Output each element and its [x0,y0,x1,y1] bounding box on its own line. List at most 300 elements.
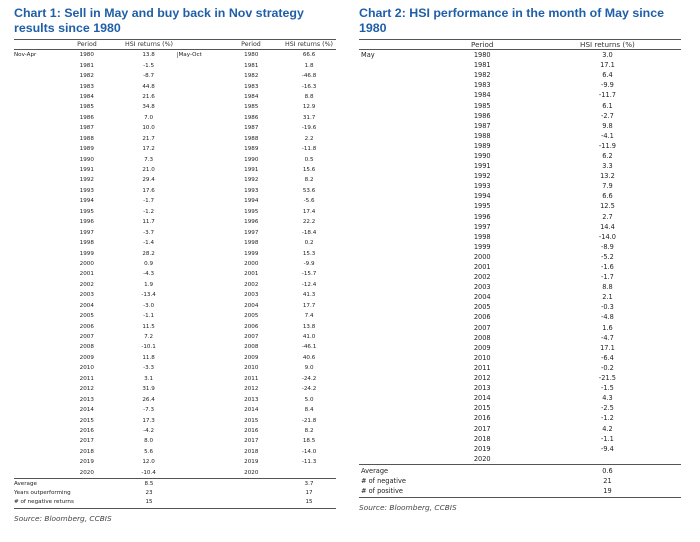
table-row [14,227,336,237]
return-cell: 34.8 [142,104,155,111]
return-cell: -5.2 [601,252,614,261]
return-cell: 29.4 [142,177,155,184]
period-cell: 1997 [473,222,491,231]
table-row [359,373,681,383]
period-cell: 1993 [79,187,94,194]
period-cell: 2005 [79,313,94,320]
chart1-period-header: Period [77,41,97,48]
period-cell: 2009 [79,354,94,361]
return-cell: 66.6 [302,52,316,59]
return-cell: -14.0 [301,448,317,455]
return-cell: 6.4 [602,71,613,80]
return-cell: 18.5 [302,438,316,445]
period-cell: 2002 [79,281,94,288]
period-cell: 2013 [244,396,259,403]
group-label: May-Oct [177,52,220,58]
return-cell: -12.4 [301,281,317,288]
return-cell: -15.7 [301,271,317,278]
return-cell: 3.0 [602,51,613,60]
chart1-returns-header: HSI returns (%) [124,41,174,48]
period-cell: 2007 [473,323,491,332]
footer-value: 19 [603,486,612,495]
return-cell: 8.2 [304,427,314,434]
table-row [14,405,336,415]
table-row [14,311,336,321]
table-row [359,201,681,211]
period-cell: 2015 [79,417,94,424]
return-cell: 13.8 [302,323,316,330]
period-cell: 2006 [473,313,491,322]
period-cell: 2002 [473,273,491,282]
return-cell: 8.0 [144,438,154,445]
return-cell: 0.5 [304,156,314,163]
table-row [14,259,336,269]
chart1-title: Chart 1: Sell in May and buy back in Nov strategy results since 1980 [14,6,304,35]
period-cell: 1984 [244,93,259,100]
period-cell: 1991 [244,167,259,174]
return-cell: -10.4 [141,469,156,476]
period-cell: 2012 [79,386,94,393]
period-cell: 2010 [473,353,491,362]
return-cell: 12.9 [302,104,316,111]
period-cell: 2008 [79,344,94,351]
table-row [14,447,336,457]
period-cell: 1996 [473,212,491,221]
period-cell: 1985 [244,104,259,111]
return-cell: -1.7 [143,198,155,205]
table-row [359,302,681,312]
return-cell: 15.3 [302,250,316,257]
period-cell: 2020 [244,469,259,476]
period-cell: 2000 [473,252,491,261]
period-cell: 1980 [473,51,491,60]
return-cell: -21.8 [301,417,317,424]
table-row [359,90,681,100]
table-row [359,383,681,393]
table-row [14,353,336,363]
footer-label: # of positive [361,486,403,495]
period-cell: 1992 [79,177,94,184]
table-row [14,102,336,112]
period-cell: 2010 [79,365,94,372]
period-cell: 1997 [79,229,94,236]
period-cell: 1986 [79,114,94,121]
period-cell: 1999 [473,242,491,251]
period-cell: 1989 [244,146,259,153]
period-cell: 1987 [473,121,491,130]
return-cell: 3.1 [144,375,154,382]
return-cell: 4.3 [602,394,613,403]
return-cell: 10.0 [142,125,155,132]
table-row [359,282,681,292]
return-cell: 53.6 [302,187,316,194]
period-cell: 2016 [79,427,94,434]
table-row [14,154,336,164]
return-cell: 1.6 [602,323,613,332]
period-cell: 2010 [244,365,259,372]
period-cell: 2013 [473,384,491,393]
period-cell: 1997 [244,229,259,236]
return-cell: 17.7 [302,302,316,309]
period-cell: 1998 [473,232,491,241]
chart1-source: Source: Bloomberg, CCBIS [14,513,112,523]
return-cell: -3.3 [143,365,155,372]
return-cell: -7.3 [143,407,155,414]
return-cell: -3.0 [143,302,155,309]
return-cell: 21.0 [142,167,155,174]
table-row [359,333,681,343]
table-row [359,80,681,90]
period-cell: 1980 [79,52,94,59]
table-row [359,60,681,70]
footer-value: 15 [305,499,313,506]
period-cell: 2018 [244,448,259,455]
chart2-table [359,39,681,498]
period-cell: 2003 [79,292,94,299]
table-row [359,353,681,363]
period-cell: 2014 [79,407,94,414]
return-cell: -2.5 [601,404,614,413]
table-row [14,50,336,60]
return-cell: -1.2 [143,208,155,215]
period-cell: 2017 [244,438,259,445]
chart2-header-row [359,40,681,50]
chart2-footer [359,464,681,498]
period-cell: 1986 [244,114,259,121]
period-cell: 1990 [473,151,491,160]
table-row [14,415,336,425]
period-cell: 2008 [244,344,259,351]
period-cell: 2004 [244,302,259,309]
return-cell: 8.8 [304,93,314,100]
footer-value: 17 [305,490,313,497]
return-cell: 9.8 [602,121,613,130]
period-cell: 2020 [79,469,94,476]
table-row [359,363,681,373]
return-cell: 41.3 [302,292,316,299]
table-row [359,444,681,454]
footer-label: Average [361,466,389,475]
chart2-title: Chart 2: HSI performance in the month of May since 1980 [359,6,664,35]
period-cell: 1988 [79,135,94,142]
table-row [359,141,681,151]
table-row [359,70,681,80]
return-cell: 7.0 [144,114,154,121]
return-cell: 7.9 [602,182,613,191]
footer-label: Years outperforming [14,490,71,497]
period-cell: 1999 [79,250,94,257]
return-cell: -16.3 [301,83,317,90]
period-cell: 2007 [79,334,94,341]
table-row [14,384,336,394]
return-cell: -4.3 [143,271,155,278]
return-cell: -1.6 [601,263,614,272]
return-cell: -13.4 [141,292,156,299]
period-cell: 1995 [244,208,259,215]
footer-row [14,480,336,489]
chart2-source: Source: Bloomberg, CCBIS [359,502,457,512]
return-cell: 7.2 [144,334,154,341]
return-cell: 17.1 [600,343,615,352]
period-cell: 2008 [473,333,491,342]
return-cell: -46.8 [301,73,317,80]
period-cell: 1993 [244,187,259,194]
table-row [359,403,681,413]
period-cell: 2005 [473,303,491,312]
table-row [359,121,681,131]
return-cell: -4.1 [601,131,614,140]
footer-value: 15 [145,499,153,506]
period-cell: 1994 [79,198,94,205]
period-cell: 2012 [244,386,259,393]
return-cell: -8.9 [601,242,614,251]
table-row [359,232,681,242]
return-cell: -24.2 [301,386,317,393]
period-cell: 1984 [79,93,94,100]
table-row [14,207,336,217]
return-cell: -1.5 [143,62,155,69]
return-cell: -1.5 [601,384,614,393]
period-cell: 2011 [79,375,94,382]
return-cell: 8.2 [304,177,314,184]
table-row [359,413,681,423]
period-cell: 2001 [79,271,94,278]
return-cell: 3.3 [602,162,613,171]
period-cell: 2012 [473,374,491,383]
return-cell: 4.2 [602,424,613,433]
table-row [359,161,681,171]
return-cell: 21.7 [142,135,155,142]
chart1-table [14,39,336,509]
table-row [359,222,681,232]
footer-value: 23 [145,490,153,497]
group-label: May [361,51,375,60]
period-cell: 2011 [473,363,491,372]
return-cell: -2.7 [601,111,614,120]
return-cell: 8.8 [602,283,613,292]
table-row [359,100,681,110]
group-label: Nov-Apr [14,52,37,59]
return-cell: 44.8 [142,83,155,90]
return-cell: 12.0 [142,459,155,466]
return-cell: -46.1 [301,344,317,351]
period-cell: 1981 [244,62,259,69]
footer-value: 8.5 [144,481,154,488]
table-row [14,321,336,331]
period-cell: 2004 [473,293,491,302]
period-cell: 1998 [244,240,259,247]
period-cell: 1980 [244,52,259,59]
table-row [359,434,681,444]
table-row [359,343,681,353]
return-cell: 2.2 [304,135,314,142]
footer-value: 3.7 [304,481,314,488]
period-cell: 2019 [79,459,94,466]
return-cell: 26.4 [142,396,155,403]
period-cell: 2017 [79,438,94,445]
return-cell: -11.7 [598,91,616,100]
period-cell: 1996 [244,219,259,226]
return-cell: -1.2 [601,414,614,423]
return-cell: 13.2 [600,172,615,181]
period-cell: 1984 [473,91,491,100]
period-cell: 1994 [244,198,259,205]
table-row [14,186,336,196]
return-cell: -1.1 [143,313,155,320]
period-cell: 2011 [244,375,259,382]
footer-row [359,486,681,496]
return-cell: -1.1 [601,434,614,443]
table-row [359,181,681,191]
period-cell: 1983 [473,81,491,90]
period-cell: 2015 [473,404,491,413]
return-cell: -10.1 [141,344,156,351]
period-cell: 1994 [473,192,491,201]
return-cell: -11.9 [598,141,616,150]
chart1-rows [14,50,336,478]
return-cell: 28.2 [142,250,155,257]
period-cell: 2016 [244,427,259,434]
return-cell: 2.1 [602,293,613,302]
return-cell: 17.3 [142,417,155,424]
chart2-panel [359,6,681,512]
period-cell: 1987 [244,125,259,132]
period-cell: 1995 [79,208,94,215]
period-cell: 2001 [473,263,491,272]
table-row [14,71,336,81]
period-cell: 1982 [473,71,491,80]
return-cell: 7.3 [144,156,154,163]
period-cell: 1983 [244,83,259,90]
period-cell: 2009 [473,343,491,352]
table-row [14,280,336,290]
period-cell: 2006 [79,323,94,330]
period-cell: 2002 [244,281,259,288]
return-cell: 15.6 [302,167,316,174]
return-cell: -18.4 [301,229,317,236]
return-cell: -0.3 [601,303,614,312]
period-cell: 1983 [79,83,94,90]
period-cell: 1986 [473,111,491,120]
table-row [359,292,681,302]
period-cell: 1989 [79,146,94,153]
period-cell: 2000 [79,260,94,267]
period-cell: 2016 [473,414,491,423]
return-cell: -21.5 [598,374,616,383]
table-row [14,217,336,227]
period-cell: 2003 [473,283,491,292]
footer-label: Average [14,481,37,488]
return-cell: -1.4 [143,240,155,247]
table-row [359,262,681,272]
table-row [359,423,681,433]
table-row [14,175,336,185]
return-cell: -24.2 [301,375,317,382]
chart1-panel [14,6,336,523]
period-cell: 2001 [244,271,259,278]
return-cell: 22.2 [302,219,316,226]
period-cell: 2017 [473,424,491,433]
return-cell: 11.5 [142,323,155,330]
return-cell: 13.8 [142,52,155,59]
table-row [14,269,336,279]
table-row [359,454,681,464]
return-cell: -19.6 [301,125,317,132]
table-row [14,123,336,133]
period-cell: 2004 [79,302,94,309]
table-row [14,457,336,467]
period-cell: 2003 [244,292,259,299]
chart2-rows [359,50,681,464]
table-row [359,242,681,252]
return-cell: 5.0 [304,396,314,403]
table-row [14,165,336,175]
return-cell: -11.8 [301,146,317,153]
table-row [359,323,681,333]
table-row [14,374,336,384]
chart1-header-row [14,40,336,50]
table-row [14,134,336,144]
table-row [14,290,336,300]
footer-value: 0.6 [602,466,613,475]
period-cell: 1988 [473,131,491,140]
table-row [359,50,681,60]
chart1-returns-header-2: HSI returns (%) [284,41,334,48]
return-cell: 6.6 [602,192,613,201]
return-cell: 21.6 [142,93,155,100]
table-row [359,171,681,181]
table-row [359,191,681,201]
period-cell: 2014 [244,407,259,414]
period-cell: 2015 [244,417,259,424]
return-cell: -0.2 [601,363,614,372]
table-row [14,113,336,123]
table-row [359,131,681,141]
chart1-period-header-2: Period [241,41,261,48]
return-cell: -4.7 [601,333,614,342]
period-cell: 2019 [473,444,491,453]
table-row [359,252,681,262]
period-cell: 1981 [79,62,94,69]
return-cell: 31.9 [142,386,155,393]
period-cell: 1989 [473,141,491,150]
period-cell: 1981 [473,61,491,70]
table-row [359,393,681,403]
return-cell: -9.9 [601,81,614,90]
table-row [14,144,336,154]
return-cell: 9.0 [304,365,314,372]
table-row [14,332,336,342]
period-cell: 2019 [244,459,259,466]
table-row [14,301,336,311]
return-cell: 0.2 [304,240,314,247]
return-cell: 40.6 [302,354,316,361]
return-cell: 8.4 [304,407,314,414]
return-cell: 41.0 [302,334,316,341]
period-cell: 2007 [244,334,259,341]
period-cell: 2013 [79,396,94,403]
period-cell: 2006 [244,323,259,330]
table-row [359,312,681,322]
period-cell: 2020 [473,454,491,463]
return-cell: -3.7 [143,229,155,236]
table-row [14,468,336,478]
table-row [14,60,336,70]
return-cell: 1.8 [304,62,314,69]
return-cell: -4.2 [143,427,155,434]
period-cell: 2009 [244,354,259,361]
period-cell: 1987 [79,125,94,132]
